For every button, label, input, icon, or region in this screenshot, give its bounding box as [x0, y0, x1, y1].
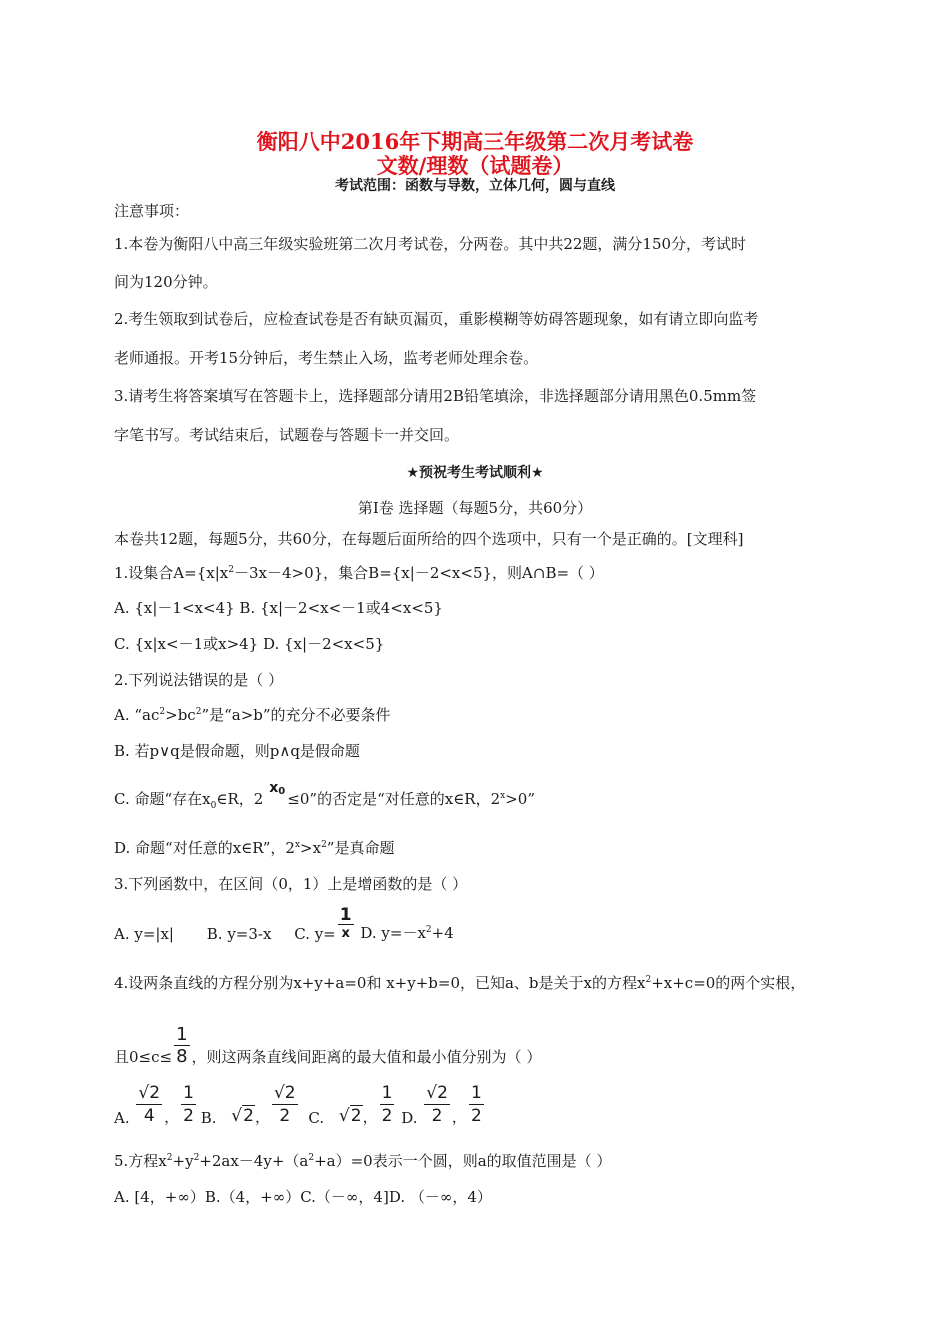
question-5-stem: [114, 1150, 611, 1171]
comma: ，: [362, 1108, 378, 1126]
question-4-stem-a: [114, 972, 805, 993]
superscript: 2: [645, 975, 652, 985]
fraction-denominator: 2: [183, 1106, 194, 1126]
superscript: 2: [195, 707, 202, 717]
q4-option-b-label: B.: [200, 1109, 217, 1127]
q4-text-1: 4.设两条直线的方程分别为x+y+a=0和 x+y+b=0，已知a、b是关于x的方程x: [114, 974, 646, 992]
comma: ，: [451, 1108, 467, 1126]
fraction-numerator: 1: [183, 1083, 194, 1103]
sqrt-2: √2: [231, 1106, 254, 1126]
superscript: 2: [321, 840, 327, 850]
question-5-options: A. [4，+∞）B.（4，+∞）C.（－∞，4]D. （－∞，4）: [114, 1188, 492, 1206]
question-3-stem: 3.下列函数中，在区间（0，1）上是增函数的是（ ）: [114, 875, 468, 893]
fraction-1-over-2: [380, 1082, 395, 1127]
q2d-text-2: >x: [300, 839, 322, 857]
question-1-options-cd: C. {x|x<－1或x>4} D. {x|－2<x<5}: [114, 635, 385, 653]
subscript: 0: [210, 801, 217, 811]
exponent-sub: 0: [278, 786, 286, 797]
fraction-1-over-2: [469, 1082, 484, 1127]
wish-banner: ★预祝考生考试顺利★: [406, 465, 544, 481]
comma: ，: [164, 1108, 180, 1126]
q5-text-4: +a）=0表示一个圆，则a的取值范围是（ ）: [314, 1152, 612, 1170]
question-3-options: [114, 906, 454, 943]
note-1b: 间为120分钟。: [114, 273, 218, 291]
fraction-1-over-x: [338, 906, 354, 943]
superscript: 2: [308, 1153, 315, 1163]
q1-text-b: －3x－4>0}，集合B={x|－2<x<5}，则A∩B=（ ）: [233, 564, 604, 582]
note-1a: 1.本卷为衡阳八中高三年级实验班第二次月考试卷，分两卷。其中共22题，满分150分，考试时: [114, 235, 747, 253]
exam-title-line1: 衡阳八中2016年下期高三年级第二次月考试卷: [256, 129, 694, 154]
section-intro: 本卷共12题，每题5分，共60分，在每题后面所给的四个选项中，只有一个是正确的。[文理科]: [114, 530, 744, 548]
radicand: 2: [437, 1083, 448, 1103]
fraction-numerator: 1: [339, 905, 352, 925]
q4-text-4: ，则这两条直线间距离的最大值和最小值分别为（ ）: [191, 1048, 542, 1066]
superscript: 2: [166, 1153, 173, 1163]
q2c-text-1: C. 命题“存在x: [114, 790, 211, 808]
section-title: 第Ⅰ卷 选择题（每题5分，共60分）: [357, 499, 593, 517]
fraction-sqrt2-over-2: [272, 1082, 298, 1127]
question-2-option-a: [114, 704, 391, 725]
fraction-numerator: √2: [426, 1083, 448, 1103]
exponent-x: x: [269, 780, 279, 796]
q2d-text-1: D. 命题“对任意的x∈R”，2: [114, 839, 295, 857]
q1-text-a: 1.设集合A={x|x: [114, 564, 229, 582]
fraction-denominator: 8: [176, 1046, 188, 1067]
note-3b: 字笔书写。考试结束后，试题卷与答题卡一并交回。: [114, 426, 460, 444]
fraction-1-over-2: [181, 1082, 196, 1127]
q2d-text-3: ”是真命题: [326, 839, 395, 857]
q4-option-c-label: C.: [308, 1109, 325, 1127]
notes-heading: 注意事项：: [114, 202, 190, 220]
q4-option-d-label: D.: [401, 1109, 418, 1127]
fraction-numerator: 1: [470, 1083, 482, 1103]
fraction-numerator: 1: [381, 1083, 393, 1103]
radicand: 2: [350, 1106, 362, 1126]
q3d-text-1: D. y=－x: [360, 924, 426, 942]
q4-option-a-label: A.: [114, 1109, 130, 1127]
superscript: 2: [193, 1153, 200, 1163]
fraction-denominator: 2: [381, 1106, 393, 1126]
fraction-denominator: x: [341, 926, 350, 941]
superscript: 2: [425, 925, 432, 935]
q2a-text-2: >bc: [165, 706, 196, 724]
question-2-stem: 2.下列说法错误的是（ ）: [114, 671, 284, 689]
q2c-text-3: ≤0”的否定是“对任意的x∈R，2: [287, 790, 501, 808]
exam-title-line2: 文数/理数（试题卷）: [376, 153, 574, 178]
fraction-numerator: √2: [138, 1083, 161, 1103]
note-3a: 3.请考生将答案填写在答题卡上，选择题部分请用2B铅笔填涂，非选择题部分请用黑色0.5mm签: [114, 387, 757, 405]
q2a-text-1: A. “ac: [114, 706, 160, 724]
fraction-denominator: 4: [143, 1106, 155, 1126]
superscript: 2: [228, 565, 234, 575]
q2c-text-2: ∈R，2: [216, 790, 264, 808]
fraction-denominator: 2: [431, 1106, 443, 1126]
q4-text-2: +x+c=0的两个实根，: [651, 974, 806, 992]
fraction-denominator: 2: [279, 1106, 291, 1126]
q3-option-a: A. y=|x|: [114, 925, 174, 943]
q3-option-b: B. y=3-x: [206, 925, 272, 943]
fraction-numerator: √2: [273, 1083, 296, 1103]
note-2a: 2.考生领取到试卷后，应检查试卷是否有缺页漏页，重影模糊等妨碍答题现象，如有请立即向监考: [114, 310, 759, 328]
question-2-option-d: [114, 837, 394, 858]
q5-text-3: +2ax－4y+（a: [199, 1152, 309, 1170]
question-2-option-b: B. 若p∨q是假命题，则p∧q是假命题: [114, 742, 360, 760]
question-1-stem: [114, 562, 604, 583]
q2c-text-4: >0”: [505, 790, 536, 808]
q3-option-d: [360, 924, 453, 942]
q5-text-2: +y: [172, 1152, 194, 1170]
comma: ，: [254, 1108, 270, 1126]
note-2b: 老师通报。开考15分钟后，考生禁止入场，监考老师处理余卷。: [114, 349, 539, 367]
fraction-sqrt2-over-4: [136, 1082, 162, 1127]
fraction-sqrt2-over-2: [424, 1082, 450, 1127]
question-1-options-ab: A. {x|－1<x<4} B. {x|－2<x<－1或4<x<5}: [114, 599, 443, 617]
radicand: 2: [243, 1106, 254, 1126]
fraction-numerator: 1: [176, 1024, 188, 1045]
radicand: 2: [284, 1083, 296, 1103]
q2a-text-3: ”是“a>b”的充分不必要条件: [201, 706, 391, 724]
q3-option-c: C. y=: [294, 925, 336, 943]
q4-text-3: 且0≤c≤: [114, 1048, 173, 1066]
superscript: x: [294, 840, 301, 850]
superscript: 2: [159, 707, 166, 717]
question-4-stem-b: [114, 1024, 541, 1067]
exam-scope: 考试范围：函数与导数，立体几何，圆与直线: [335, 178, 615, 194]
question-4-options: [114, 1082, 486, 1127]
fraction-denominator: 2: [470, 1106, 482, 1126]
question-2-option-c: [114, 780, 536, 811]
q3d-text-2: +4: [431, 924, 454, 942]
superscript: x: [500, 791, 506, 801]
fraction-1-over-8: [174, 1024, 189, 1067]
sqrt-2: √2: [338, 1106, 362, 1126]
radicand: 2: [149, 1083, 161, 1103]
q5-text-1: 5.方程x: [114, 1152, 167, 1170]
